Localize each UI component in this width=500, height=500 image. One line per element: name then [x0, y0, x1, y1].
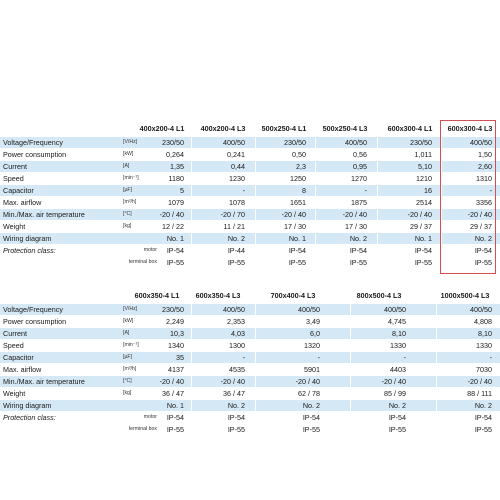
- spec-value: IP-55: [474, 258, 492, 267]
- spec-value: -: [489, 353, 492, 362]
- spec-value: IP-54: [349, 246, 367, 255]
- model-header: 1000x500-4 L3: [440, 291, 490, 300]
- spec-value: 400/50: [345, 138, 367, 147]
- spec-value: IP-54: [474, 413, 492, 422]
- spec-label: Power consumption: [3, 317, 67, 326]
- spec-unit: [A]: [123, 163, 130, 169]
- spec-value: 1079: [168, 198, 184, 207]
- spec-value: No. 2: [349, 234, 367, 243]
- spec-row: [0, 136, 500, 148]
- spec-value: No. 2: [474, 401, 492, 410]
- spec-value: 3356: [476, 198, 492, 207]
- spec-value: 1180: [168, 174, 184, 183]
- spec-value: 8,10: [478, 329, 492, 338]
- spec-row: [0, 244, 500, 256]
- spec-value: 400/50: [223, 138, 245, 147]
- spec-value: 4,808: [474, 317, 492, 326]
- spec-value: -20 / 40: [220, 377, 245, 386]
- model-header: 400x200-4 L3: [200, 124, 246, 133]
- spec-value: 35: [176, 353, 184, 362]
- spec-row: [0, 375, 500, 387]
- spec-value: 0,241: [227, 150, 245, 159]
- spec-label: Voltage/Frequency: [3, 138, 63, 147]
- spec-unit: [V/Hz]: [123, 139, 138, 145]
- spec-value: 230/50: [410, 138, 432, 147]
- spec-value: 1270: [351, 174, 367, 183]
- spec-unit: [min⁻¹]: [123, 175, 139, 181]
- spec-value: 1340: [168, 341, 184, 350]
- spec-value: 5,10: [418, 162, 432, 171]
- model-header: 600x300-4 L3: [447, 124, 493, 133]
- spec-row: [0, 220, 500, 232]
- spec-value: -20 / 40: [295, 377, 320, 386]
- spec-value: -20 / 40: [159, 210, 184, 219]
- model-header: 600x350-4 L1: [134, 291, 180, 300]
- spec-value: 1230: [229, 174, 245, 183]
- spec-row: [0, 232, 500, 244]
- spec-label: Min./Max. air temperature: [3, 210, 85, 219]
- spec-value: No. 2: [302, 401, 320, 410]
- spec-value: -20 / 40: [159, 377, 184, 386]
- spec-row: [0, 411, 500, 423]
- spec-unit: [V/Hz]: [123, 306, 138, 312]
- spec-value: 400/50: [470, 138, 492, 147]
- spec-unit: terminal box: [128, 259, 157, 265]
- model-header: 400x200-4 L1: [139, 124, 185, 133]
- spec-value: 29 / 37: [410, 222, 432, 231]
- spec-label: Max. airflow: [3, 198, 42, 207]
- spec-label: Max. airflow: [3, 365, 42, 374]
- spec-value: 2514: [416, 198, 432, 207]
- spec-value: 17 / 30: [345, 222, 367, 231]
- spec-value: 6,0: [310, 329, 320, 338]
- spec-value: -: [489, 186, 492, 195]
- spec-label: Capacitor: [3, 353, 34, 362]
- highlight-box-600x300-4-L3: [440, 120, 496, 274]
- spec-label: Weight: [3, 389, 26, 398]
- spec-value: 5901: [304, 365, 320, 374]
- spec-value: No. 2: [388, 401, 406, 410]
- spec-value: -20 / 40: [407, 210, 432, 219]
- spec-value: 1,35: [170, 162, 184, 171]
- spec-label: [3, 424, 123, 435]
- spec-unit: motor: [143, 414, 157, 420]
- spec-value: 1330: [390, 341, 406, 350]
- spec-value: No. 2: [474, 234, 492, 243]
- spec-value: IP-55: [349, 258, 367, 267]
- spec-value: 2,249: [166, 317, 184, 326]
- spec-label: Voltage/Frequency: [3, 305, 63, 314]
- spec-value: -: [403, 353, 406, 362]
- spec-value: 1210: [416, 174, 432, 183]
- spec-row: [0, 327, 500, 339]
- spec-label: Speed: [3, 341, 24, 350]
- spec-value: IP-44: [227, 246, 245, 255]
- spec-value: 17 / 30: [284, 222, 306, 231]
- spec-value: 12 / 22: [162, 222, 184, 231]
- spec-label: Capacitor: [3, 186, 34, 195]
- spec-value: 4137: [168, 365, 184, 374]
- spec-value: IP-55: [227, 258, 245, 267]
- spec-value: IP-55: [414, 258, 432, 267]
- spec-label: Weight: [3, 222, 26, 231]
- spec-row: [0, 256, 500, 268]
- spec-value: 1875: [351, 198, 367, 207]
- spec-value: 1250: [290, 174, 306, 183]
- spec-value: -: [364, 186, 367, 195]
- model-header: 700x400-4 L3: [270, 291, 316, 300]
- spec-row: [0, 315, 500, 327]
- spec-row: [0, 351, 500, 363]
- spec-value: -20 / 40: [342, 210, 367, 219]
- spec-value: -: [317, 353, 320, 362]
- spec-value: 1310: [476, 174, 492, 183]
- spec-row: [0, 423, 500, 435]
- model-header: 600x300-4 L1: [387, 124, 433, 133]
- spec-label: Current: [3, 329, 27, 338]
- spec-row: [0, 363, 500, 375]
- spec-value: 8,10: [392, 329, 406, 338]
- spec-value: 3,49: [306, 317, 320, 326]
- spec-value: 62 / 78: [298, 389, 320, 398]
- spec-value: IP-55: [388, 425, 406, 434]
- spec-row: [0, 208, 500, 220]
- spec-value: IP-55: [227, 425, 245, 434]
- spec-value: 5: [180, 186, 184, 195]
- spec-value: IP-54: [302, 413, 320, 422]
- spec-unit: [kW]: [123, 151, 134, 157]
- spec-unit: terminal box: [128, 426, 157, 432]
- spec-label: Min./Max. air temperature: [3, 377, 85, 386]
- spec-row: [0, 303, 500, 315]
- spec-value: -20 / 40: [467, 210, 492, 219]
- spec-unit: [A]: [123, 330, 130, 336]
- spec-row: [0, 184, 500, 196]
- spec-value: -20 / 40: [281, 210, 306, 219]
- spec-value: 11 / 21: [223, 222, 245, 231]
- spec-value: IP-55: [288, 258, 306, 267]
- spec-row: [0, 196, 500, 208]
- spec-value: IP-54: [166, 246, 184, 255]
- spec-value: IP-55: [302, 425, 320, 434]
- spec-value: -20 / 70: [220, 210, 245, 219]
- spec-value: No. 1: [166, 234, 184, 243]
- spec-value: IP-55: [166, 258, 184, 267]
- spec-unit: [°C]: [123, 378, 132, 384]
- spec-value: 2,353: [227, 317, 245, 326]
- spec-value: -: [242, 353, 245, 362]
- spec-unit: [µF]: [123, 354, 133, 360]
- model-header-row: [0, 289, 500, 303]
- spec-value: 0,95: [353, 162, 367, 171]
- spec-value: 29 / 37: [470, 222, 492, 231]
- spec-unit: [°C]: [123, 211, 132, 217]
- spec-value: 88 / 111: [467, 389, 492, 398]
- model-header: 600x350-4 L3: [195, 291, 241, 300]
- spec-unit: [kg]: [123, 390, 132, 396]
- spec-value: No. 2: [227, 401, 245, 410]
- spec-table-2-body: [0, 303, 500, 435]
- spec-value: 4,03: [231, 329, 245, 338]
- spec-unit: [m³/h]: [123, 366, 137, 372]
- spec-value: 0,44: [231, 162, 245, 171]
- spec-value: 1320: [304, 341, 320, 350]
- spec-value: 400/50: [223, 305, 245, 314]
- spec-value: 230/50: [162, 305, 184, 314]
- spec-value: 400/50: [470, 305, 492, 314]
- model-header: 800x500-4 L3: [356, 291, 402, 300]
- spec-value: No. 1: [166, 401, 184, 410]
- spec-value: 0,264: [166, 150, 184, 159]
- spec-value: 1078: [229, 198, 245, 207]
- spec-value: IP-54: [288, 246, 306, 255]
- spec-label: Current: [3, 162, 27, 171]
- spec-value: 400/50: [298, 305, 320, 314]
- spec-row: [0, 148, 500, 160]
- spec-value: 85 / 99: [384, 389, 406, 398]
- model-header-row: [0, 122, 500, 136]
- spec-unit: [min⁻¹]: [123, 342, 139, 348]
- spec-value: IP-54: [166, 413, 184, 422]
- spec-value: 230/50: [162, 138, 184, 147]
- spec-value: 36 / 47: [162, 389, 184, 398]
- spec-value: 230/50: [284, 138, 306, 147]
- spec-value: IP-54: [474, 246, 492, 255]
- spec-row: [0, 160, 500, 172]
- spec-value: IP-54: [414, 246, 432, 255]
- spec-value: 10,3: [170, 329, 184, 338]
- spec-table-1-body: [0, 136, 500, 268]
- spec-value: 4535: [229, 365, 245, 374]
- spec-unit: [kg]: [123, 223, 132, 229]
- spec-label: Power consumption: [3, 150, 67, 159]
- spec-unit: [m³/h]: [123, 199, 137, 205]
- spec-value: 7030: [476, 365, 492, 374]
- spec-row: [0, 339, 500, 351]
- spec-value: 36 / 47: [223, 389, 245, 398]
- spec-value: 1,011: [414, 150, 432, 159]
- spec-value: -: [242, 186, 245, 195]
- spec-unit: [kW]: [123, 318, 134, 324]
- spec-value: 0,56: [353, 150, 367, 159]
- spec-unit: [µF]: [123, 187, 133, 193]
- spec-label: Protection class:: [3, 413, 56, 422]
- spec-value: 2,3: [296, 162, 306, 171]
- spec-value: No. 2: [227, 234, 245, 243]
- model-header: 500x250-4 L1: [261, 124, 307, 133]
- spec-label: Wiring diagram: [3, 234, 52, 243]
- spec-value: 4,745: [388, 317, 406, 326]
- spec-value: 1,50: [478, 150, 492, 159]
- spec-value: No. 1: [414, 234, 432, 243]
- spec-value: IP-54: [388, 413, 406, 422]
- spec-value: IP-54: [227, 413, 245, 422]
- spec-value: 400/50: [384, 305, 406, 314]
- spec-value: 0,50: [292, 150, 306, 159]
- spec-table-2: [0, 289, 500, 435]
- model-header: 500x250-4 L3: [322, 124, 368, 133]
- spec-row: [0, 387, 500, 399]
- spec-row: [0, 172, 500, 184]
- spec-value: 2,60: [478, 162, 492, 171]
- spec-value: -20 / 40: [467, 377, 492, 386]
- spec-value: 1651: [290, 198, 306, 207]
- spec-label: Protection class:: [3, 246, 56, 255]
- spec-label: [3, 257, 123, 268]
- spec-value: 1330: [476, 341, 492, 350]
- spec-value: 16: [424, 186, 432, 195]
- spec-value: 8: [302, 186, 306, 195]
- spec-table-1: [0, 122, 500, 268]
- spec-value: 4403: [390, 365, 406, 374]
- spec-value: -20 / 40: [381, 377, 406, 386]
- spec-label: Speed: [3, 174, 24, 183]
- spec-unit: motor: [143, 247, 157, 253]
- spec-value: IP-55: [474, 425, 492, 434]
- spec-value: 1300: [229, 341, 245, 350]
- spec-value: No. 1: [288, 234, 306, 243]
- spec-value: IP-55: [166, 425, 184, 434]
- spec-label: Wiring diagram: [3, 401, 52, 410]
- spec-row: [0, 399, 500, 411]
